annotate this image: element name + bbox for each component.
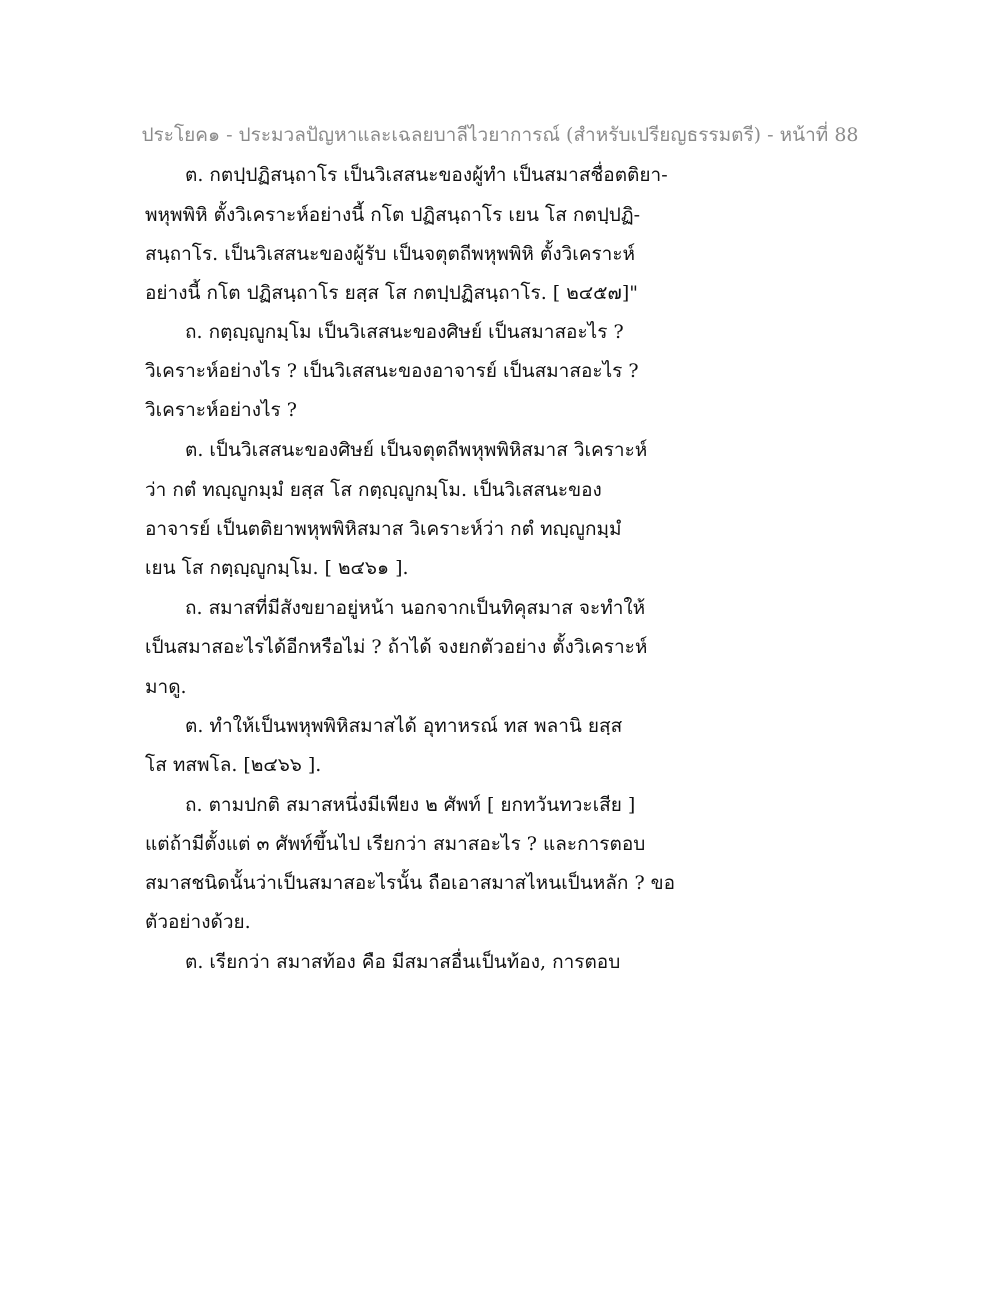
page-header: ประโยค๑ - ประมวลปัญหาและเฉลยบาลีไวยาการณ์ (สำหรับเปรียญธรรมตรี) - หน้าที่ 88 [141,124,859,146]
paragraph-line: ต. ทำให้เป็นพหุพพิหิสมาสได้ อุทาหรณ์ ทส พลานิ ยสฺส [185,715,623,737]
paragraph-line: ถ. กตฺญฺญูกมฺโม เป็นวิเสสนะของศิษย์ เป็นสมาสอะไร ? [185,321,624,343]
paragraph-line: วิเคราะห์อย่างไร ? เป็นวิเสสนะของอาจารย์ เป็นสมาสอะไร ? [145,360,639,382]
paragraph-line: มาดู. [145,676,187,698]
paragraph-line: สมาสชนิดนั้นว่าเป็นสมาสอะไรนั้น ถือเอาสมาสไหนเป็นหลัก ? ขอ [145,872,676,894]
paragraph-line: ต. เรียกว่า สมาสท้อง คือ มีสมาสอื่นเป็นท้อง, การตอบ [185,951,621,973]
paragraph-line: ต. เป็นวิเสสนะของศิษย์ เป็นจตุตถีพหุพพิหิสมาส วิเคราะห์ [185,439,648,461]
paragraph-line: พหุพพิหิ ตั้งวิเคราะห์อย่างนี้ กโต ปฏิสนฺถาโร เยน โส กตปฺปฏิ- [145,204,641,226]
paragraph-line: ต. กตปฺปฏิสนฺถาโร เป็นวิเสสนะของผู้ทำ เป็นสมาสชื่อตติยา- [185,164,668,186]
paragraph-line: ตัวอย่างด้วย. [145,911,251,933]
paragraph-line: โส ทสพโล. [๒๔๖๖ ]. [145,754,322,776]
paragraph-line: ถ. สมาสที่มีสังขยาอยู่หน้า นอกจากเป็นทิคุสมาส จะทำให้ [185,597,646,619]
paragraph-line: แต่ถ้ามีตั้งแต่ ๓ ศัพท์ขึ้นไป เรียกว่า สมาสอะไร ? และการตอบ [145,833,646,855]
paragraph-line: อาจารย์ เป็นตติยาพหุพพิหิสมาส วิเคราะห์ว่า กตํ ทญฺญูกมฺมํ [145,518,622,540]
paragraph-line: วิเคราะห์อย่างไร ? [145,399,297,421]
paragraph-line: ว่า กตํ ทญฺญูกมฺมํ ยสฺส โส กตฺญฺญูกมฺโม. เป็นวิเสสนะของ [145,479,602,501]
paragraph-line: สนฺถาโร. เป็นวิเสสนะของผู้รับ เป็นจตุตถีพหุพพิหิ ตั้งวิเคราะห์ [145,243,636,265]
paragraph-line: ถ. ตามปกติ สมาสหนึ่งมีเพียง ๒ ศัพท์ [ ยกทวันทวะเสีย ] [185,794,636,816]
paragraph-line: เป็นสมาสอะไรได้อีกหรือไม่ ? ถ้าได้ จงยกตัวอย่าง ตั้งวิเคราะห์ [145,636,648,658]
paragraph-line: เยน โส กตฺญฺญูกมฺโม. [ ๒๔๖๑ ]. [145,557,409,579]
paragraph-line: อย่างนี้ กโต ปฏิสนฺถาโร ยสฺส โส กตปฺปฏิสนฺถาโร. [ ๒๔๕๗]" [145,282,638,304]
